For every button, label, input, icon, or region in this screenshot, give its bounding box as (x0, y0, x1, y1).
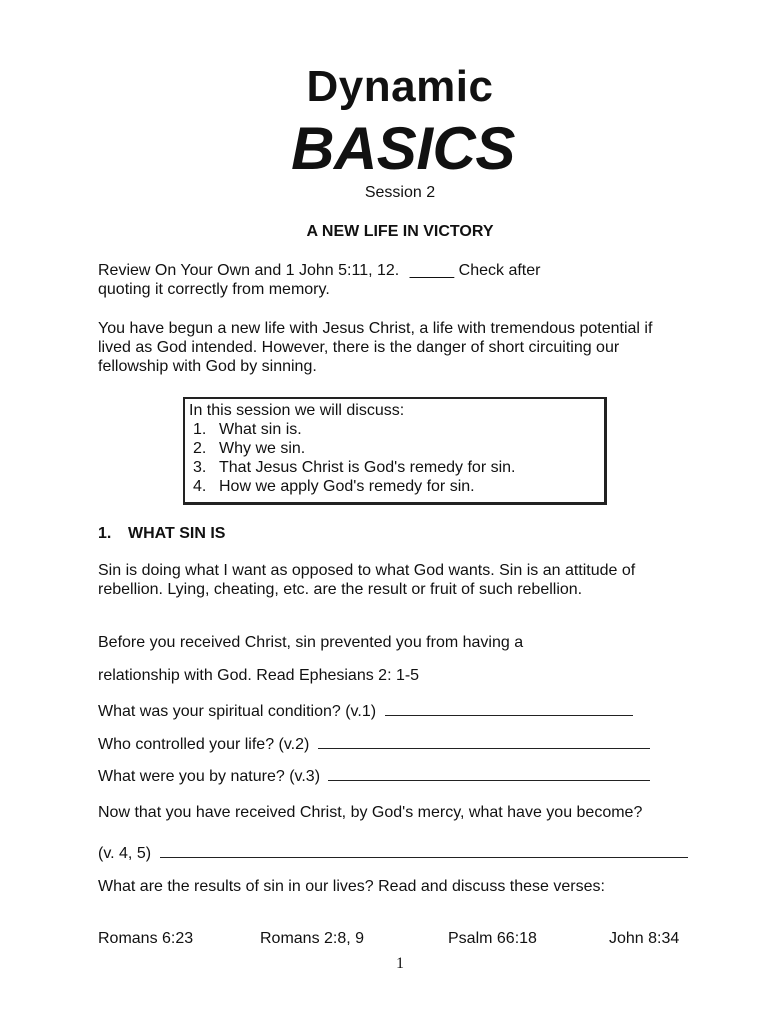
review-text: Review On Your Own and 1 John 5:11, 12. (98, 262, 400, 279)
question-controlled-life: Who controlled your life? (v.2) (98, 733, 650, 754)
document-subtitle: BASICS (291, 115, 515, 182)
list-item: 4. How we apply God's remedy for sin. (193, 478, 475, 495)
intro-paragraph: You have begun a new life with Jesus Christ, a life with tremendous potential if lived as God intended. However, there is the danger of short circuiting our fellowship with God by sinning. (98, 320, 653, 375)
verse-references (98, 930, 698, 950)
results-question: What are the results of sin in our lives? Read and discuss these verses: (98, 878, 605, 895)
review-suffix: Check after (458, 262, 541, 279)
lesson-title: A NEW LIFE IN VICTORY (306, 223, 494, 240)
review-paragraph (98, 261, 708, 299)
verse-reference: Psalm 66:18 (448, 930, 537, 947)
question-become-ref: (v. 4, 5) (98, 842, 688, 863)
sin-definition-paragraph: Sin is doing what I want as opposed to what God wants. Sin is an attitude of rebellion. Lying, cheating, etc. are the result or fruit of such rebellion. (98, 562, 636, 598)
list-item: 3. That Jesus Christ is God's remedy for sin. (193, 459, 516, 476)
discussion-list (189, 420, 604, 496)
answer-blank[interactable] (385, 700, 633, 716)
page-number: 1 (396, 955, 404, 972)
answer-blank[interactable] (160, 842, 688, 858)
list-item: 2. Why we sin. (193, 440, 306, 457)
review-line-2: quoting it correctly from memory. (98, 281, 330, 298)
list-item: 1. What sin is. (193, 421, 302, 438)
verse-reference: Romans 2:8, 9 (260, 930, 365, 947)
review-blank: _____ (409, 262, 455, 279)
received-christ-line-2: relationship with God. Read Ephesians 2: 1-5 (98, 667, 420, 684)
received-christ-line-1: Before you received Christ, sin prevented you from having a (98, 634, 524, 651)
question-spiritual-condition: What was your spiritual condition? (v.1) (98, 700, 633, 721)
document-title: Dynamic (306, 62, 494, 111)
section-heading: 1. WHAT SIN IS (98, 525, 226, 542)
discussion-heading: In this session we will discuss: (189, 402, 405, 419)
verse-reference: Romans 6:23 (98, 930, 194, 947)
answer-blank[interactable] (328, 765, 650, 781)
verse-reference: John 8:34 (609, 930, 680, 947)
question-by-nature: What were you by nature? (v.3) (98, 765, 650, 786)
answer-blank[interactable] (318, 733, 650, 749)
discussion-box (183, 397, 607, 505)
question-become: Now that you have received Christ, by God's mercy, what have you become? (98, 804, 643, 821)
session-label: Session 2 (364, 184, 436, 201)
